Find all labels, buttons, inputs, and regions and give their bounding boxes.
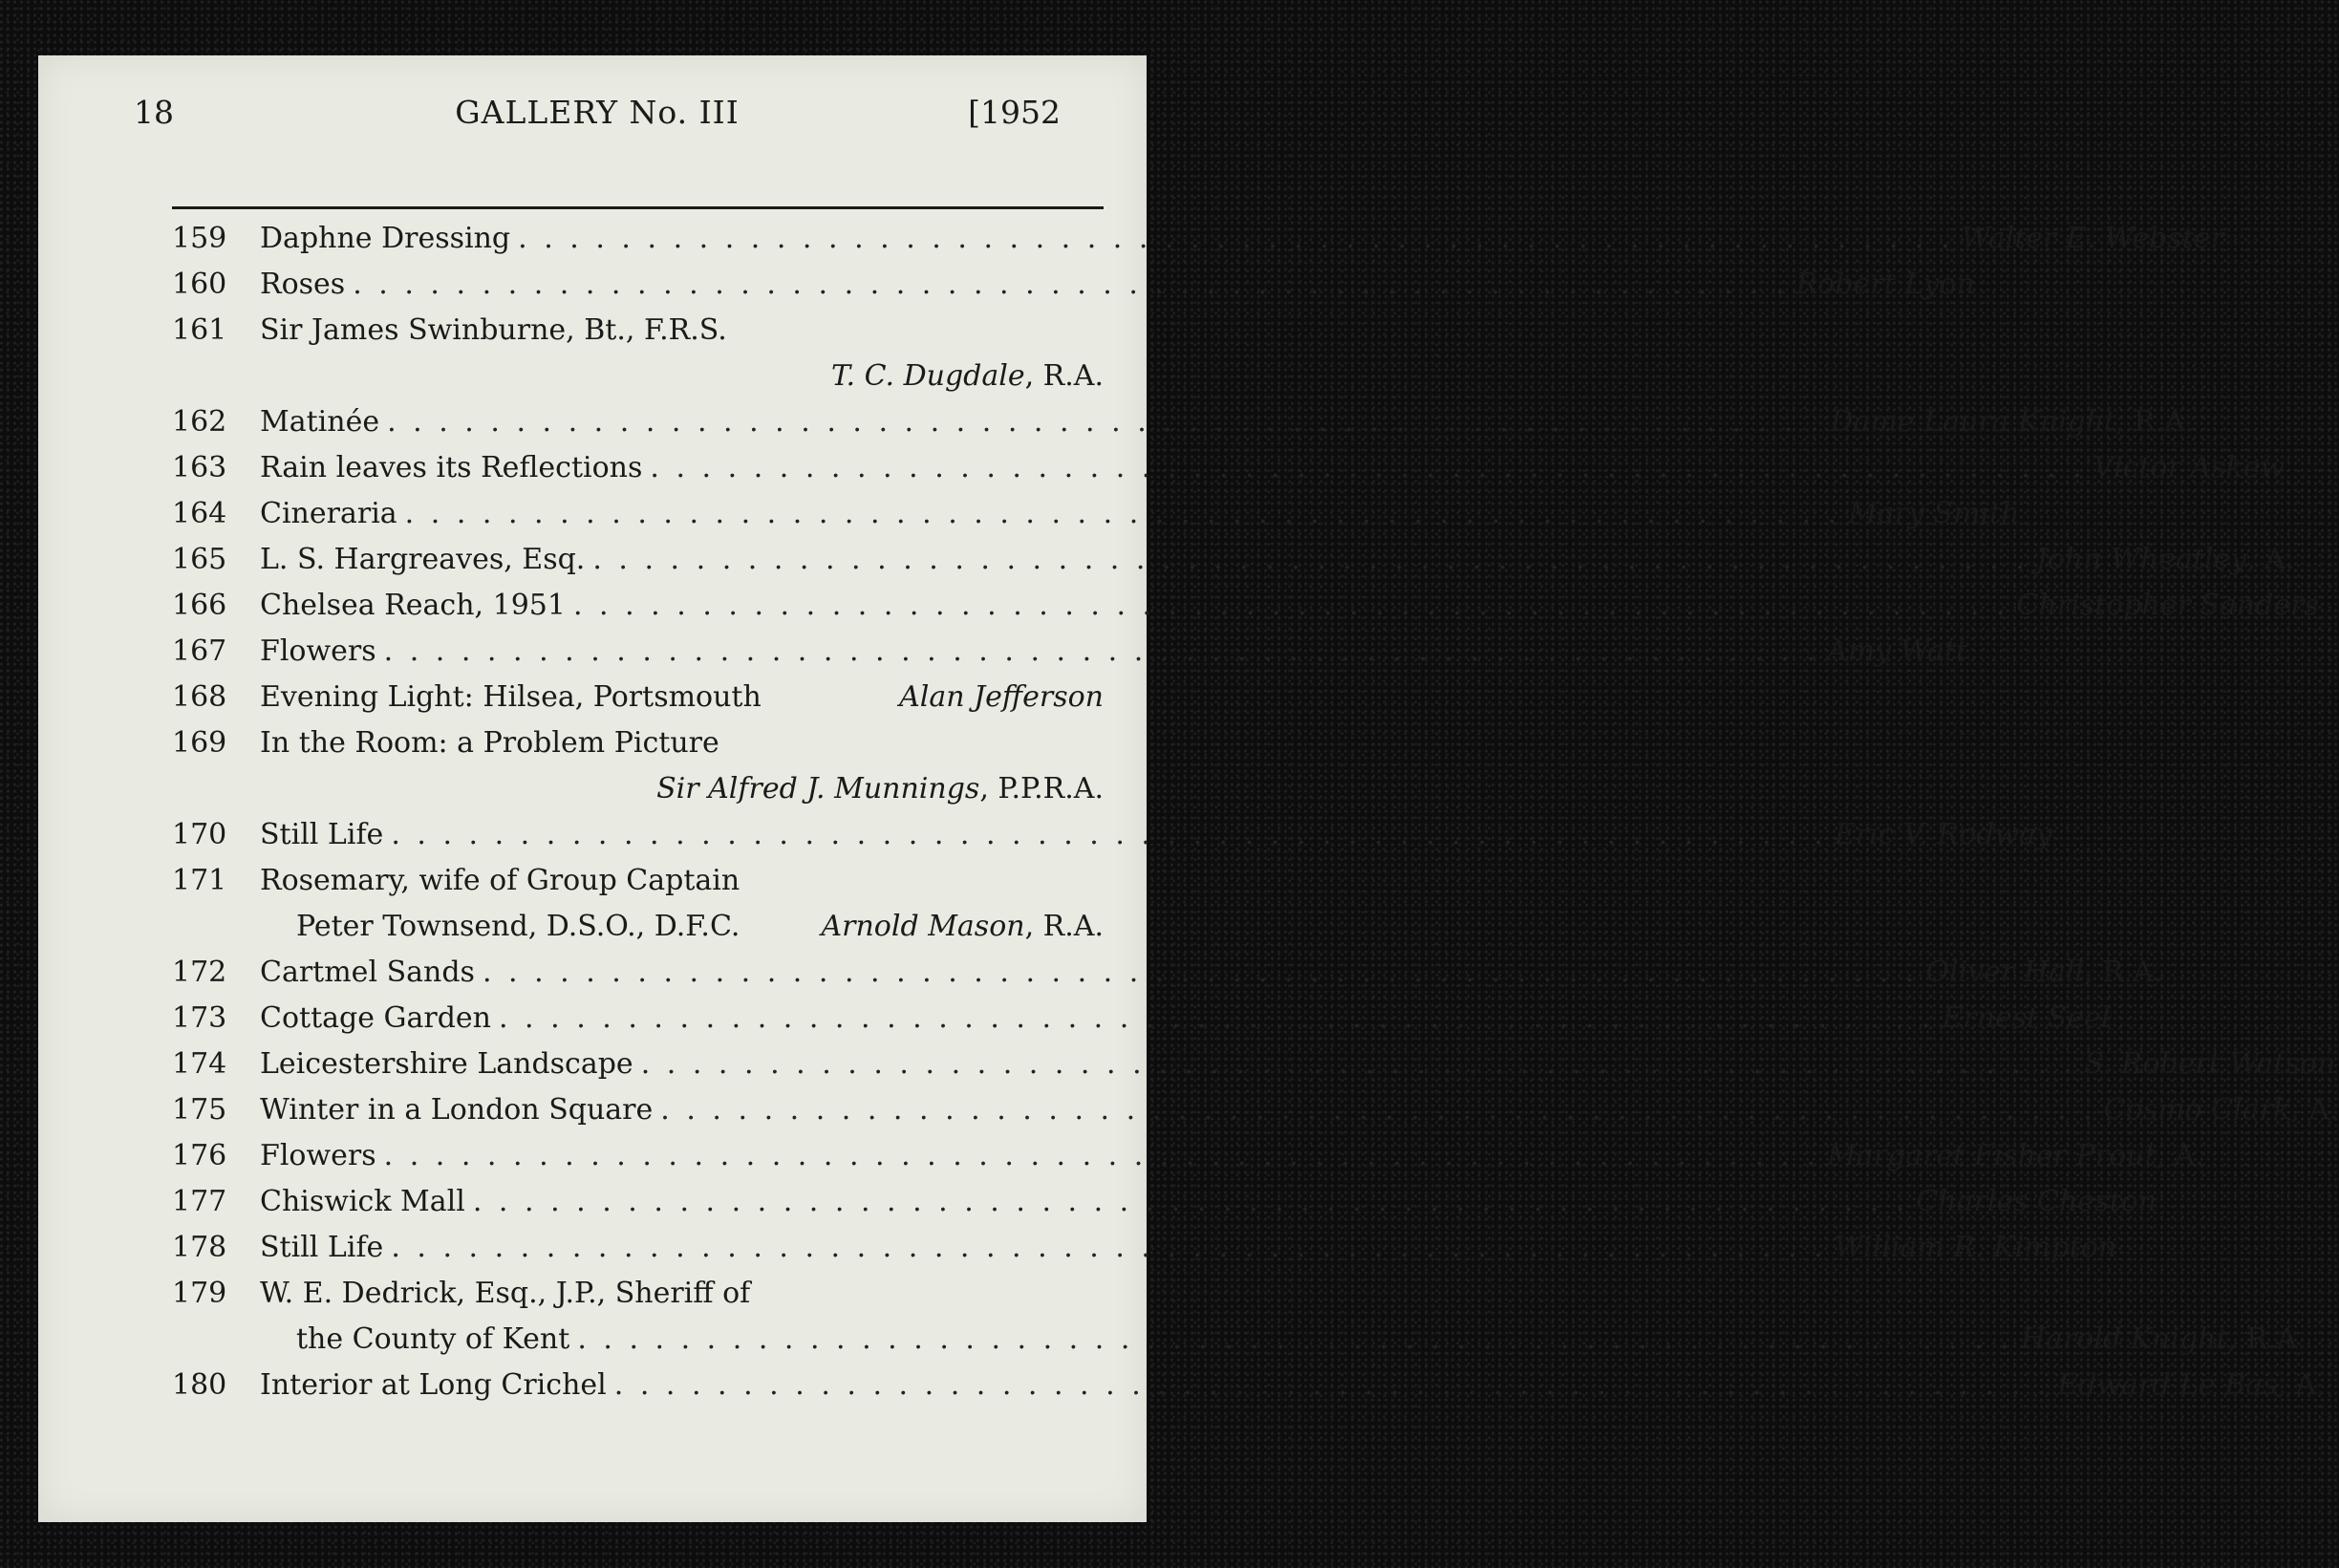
- entry-number: 165: [172, 543, 227, 576]
- page-title: GALLERY No. III: [455, 94, 740, 131]
- catalogue-entry: [172, 950, 2163, 996]
- leader-dots: [383, 812, 1835, 858]
- catalogue-entry: [172, 629, 1967, 675]
- entry-artist: Mary Smith: [1848, 497, 2020, 530]
- entry-number: 174: [172, 1047, 227, 1081]
- entry-number: 163: [172, 451, 227, 484]
- entry-title: Leicestershire Landscape: [260, 1047, 633, 1081]
- entry-title: Chiswick Mall: [260, 1185, 465, 1218]
- entry-title: Matinée: [260, 405, 380, 439]
- catalogue-entry: [172, 1042, 2336, 1087]
- catalogue-entry: [172, 858, 1104, 950]
- leader-dots: [383, 1225, 1835, 1271]
- catalogue-entry: [172, 262, 1975, 308]
- catalogue-entry: [172, 445, 2285, 491]
- entry-artist: Ernest Seel: [1942, 1001, 2111, 1035]
- entry-artist: Eric V. Rodway: [1834, 818, 2052, 851]
- catalogue-entry: [172, 1179, 2157, 1225]
- year-label: [1952: [968, 94, 1061, 131]
- entry-artist: Christopher Sanders: [2016, 589, 2319, 622]
- leader-dots: [633, 1042, 2085, 1087]
- catalogue-entry: [172, 308, 1104, 399]
- entry-number: 169: [172, 726, 227, 760]
- catalogue-entry: [172, 1363, 2326, 1408]
- entry-artist: Amy Watt: [1827, 634, 1967, 668]
- entry-title: Evening Light: Hilsea, Portsmouth: [260, 680, 762, 714]
- entry-number: 160: [172, 268, 227, 301]
- entry-title: Cartmel Sands: [260, 956, 475, 989]
- entry-artist: Cosmo Clark, A.: [2103, 1093, 2339, 1127]
- entry-title-continued: Peter Townsend, D.S.O., D.F.C.: [296, 910, 740, 943]
- entry-artist: S. Robert Watson: [2084, 1047, 2336, 1081]
- catalogue-entry: [172, 491, 2020, 537]
- catalogue-entry: [172, 399, 2195, 445]
- entry-number: 175: [172, 1093, 227, 1127]
- entry-title: Sir James Swinburne, Bt., F.R.S.: [260, 313, 727, 347]
- entry-artist: T. C. Dugdale, R.A.: [830, 359, 1104, 393]
- entry-title: Cineraria: [260, 497, 397, 530]
- entry-number: 164: [172, 497, 227, 530]
- entry-title: Winter in a London Square: [260, 1093, 654, 1127]
- entry-number: 159: [172, 222, 227, 255]
- entry-number: 170: [172, 818, 227, 851]
- catalogue-entry: [172, 812, 2052, 858]
- entry-number: 162: [172, 405, 227, 439]
- entry-number: 167: [172, 634, 227, 668]
- leader-dots: [607, 1363, 2058, 1408]
- leader-dots: [397, 491, 1849, 537]
- entry-number: 178: [172, 1231, 227, 1264]
- entry-number: 176: [172, 1139, 227, 1172]
- entry-title: Flowers: [260, 634, 376, 668]
- entry-title: Chelsea Reach, 1951: [260, 589, 566, 622]
- entry-number: 161: [172, 313, 227, 347]
- entry-artist: Margaret Fisher Prout, A.: [1827, 1139, 2204, 1172]
- entry-title: Rain leaves its Reflections: [260, 451, 643, 484]
- entry-artist: Sir Alfred J. Munnings, P.P.R.A.: [656, 772, 1104, 805]
- entry-artist: William R. Kimpton: [1834, 1231, 2117, 1264]
- entry-number: 166: [172, 589, 227, 622]
- leader-dots: [465, 1179, 1917, 1225]
- entry-title: Still Life: [260, 818, 384, 851]
- catalogue-entry: [172, 675, 1104, 720]
- entry-number: 177: [172, 1185, 227, 1218]
- entry-artist: Oliver Hall, R.A.: [1925, 956, 2163, 989]
- leader-dots: [585, 537, 2036, 583]
- leader-dots: [566, 583, 2017, 629]
- entry-title: Flowers: [260, 1139, 376, 1172]
- entry-artist: Robert Lyon: [1795, 268, 1975, 301]
- catalogue-entry: [172, 720, 1104, 812]
- entry-number: 168: [172, 680, 227, 714]
- leader-dots: [491, 996, 1942, 1042]
- entry-title: Cottage Garden: [260, 1001, 491, 1035]
- catalogue-entry: [172, 1225, 2117, 1271]
- entry-number: 171: [172, 864, 227, 897]
- catalogue-entry: [172, 996, 2111, 1042]
- entry-artist: Alan Jefferson: [899, 680, 1104, 714]
- entry-number: 173: [172, 1001, 227, 1035]
- entry-artist: Charles Cheston: [1916, 1185, 2157, 1218]
- catalogue-entry: [172, 583, 2319, 629]
- entry-title: L. S. Hargreaves, Esq.: [260, 543, 586, 576]
- leader-dots: [376, 629, 1828, 675]
- leader-dots: [379, 399, 1831, 445]
- catalogue-entry: [172, 537, 2295, 583]
- entry-title: Daphne Dressing: [260, 222, 511, 255]
- catalogue-entry: [172, 1271, 2307, 1363]
- entry-title: Still Life: [260, 1231, 384, 1264]
- entry-title-continued: the County of Kent: [296, 1322, 570, 1356]
- entry-title: W. E. Dedrick, Esq., J.P., Sheriff of: [260, 1277, 751, 1310]
- entry-title: In the Room: a Problem Picture: [260, 726, 719, 760]
- catalogue-entry: [172, 1087, 2339, 1133]
- entry-artist: Arnold Mason, R.A.: [821, 910, 1104, 943]
- leader-dots: [510, 216, 1962, 262]
- entry-number: 180: [172, 1368, 227, 1402]
- entry-artist: Walter E. Webster: [1961, 222, 2224, 255]
- page-header: [134, 94, 1061, 151]
- entry-title: Rosemary, wife of Group Captain: [260, 864, 740, 897]
- leader-dots: [376, 1133, 1828, 1179]
- catalogue-entry: [172, 1133, 2204, 1179]
- catalogue-entry: [172, 216, 2224, 262]
- header-rule: [172, 206, 1104, 209]
- entry-number: 179: [172, 1277, 227, 1310]
- entry-artist: John Wheatley, A.: [2035, 543, 2295, 576]
- entry-number: 172: [172, 956, 227, 989]
- entry-title: Roses: [260, 268, 346, 301]
- entry-artist: Edward Le Bas, A.: [2057, 1368, 2326, 1402]
- leader-dots: [345, 262, 1796, 308]
- entry-artist: Harold Knight, R.A.: [2020, 1322, 2307, 1356]
- leader-dots: [653, 1087, 2104, 1133]
- entry-title: Interior at Long Crichel: [260, 1368, 607, 1402]
- leader-dots: [642, 445, 2093, 491]
- leader-dots: [475, 950, 1926, 996]
- page-number: 18: [134, 94, 174, 131]
- entry-artist: Dame Laura Knight, R.A.: [1830, 405, 2195, 439]
- entry-artist: Victor Askew: [2092, 451, 2285, 484]
- leader-dots: [569, 1317, 2021, 1363]
- catalogue-entries: [172, 216, 2339, 1408]
